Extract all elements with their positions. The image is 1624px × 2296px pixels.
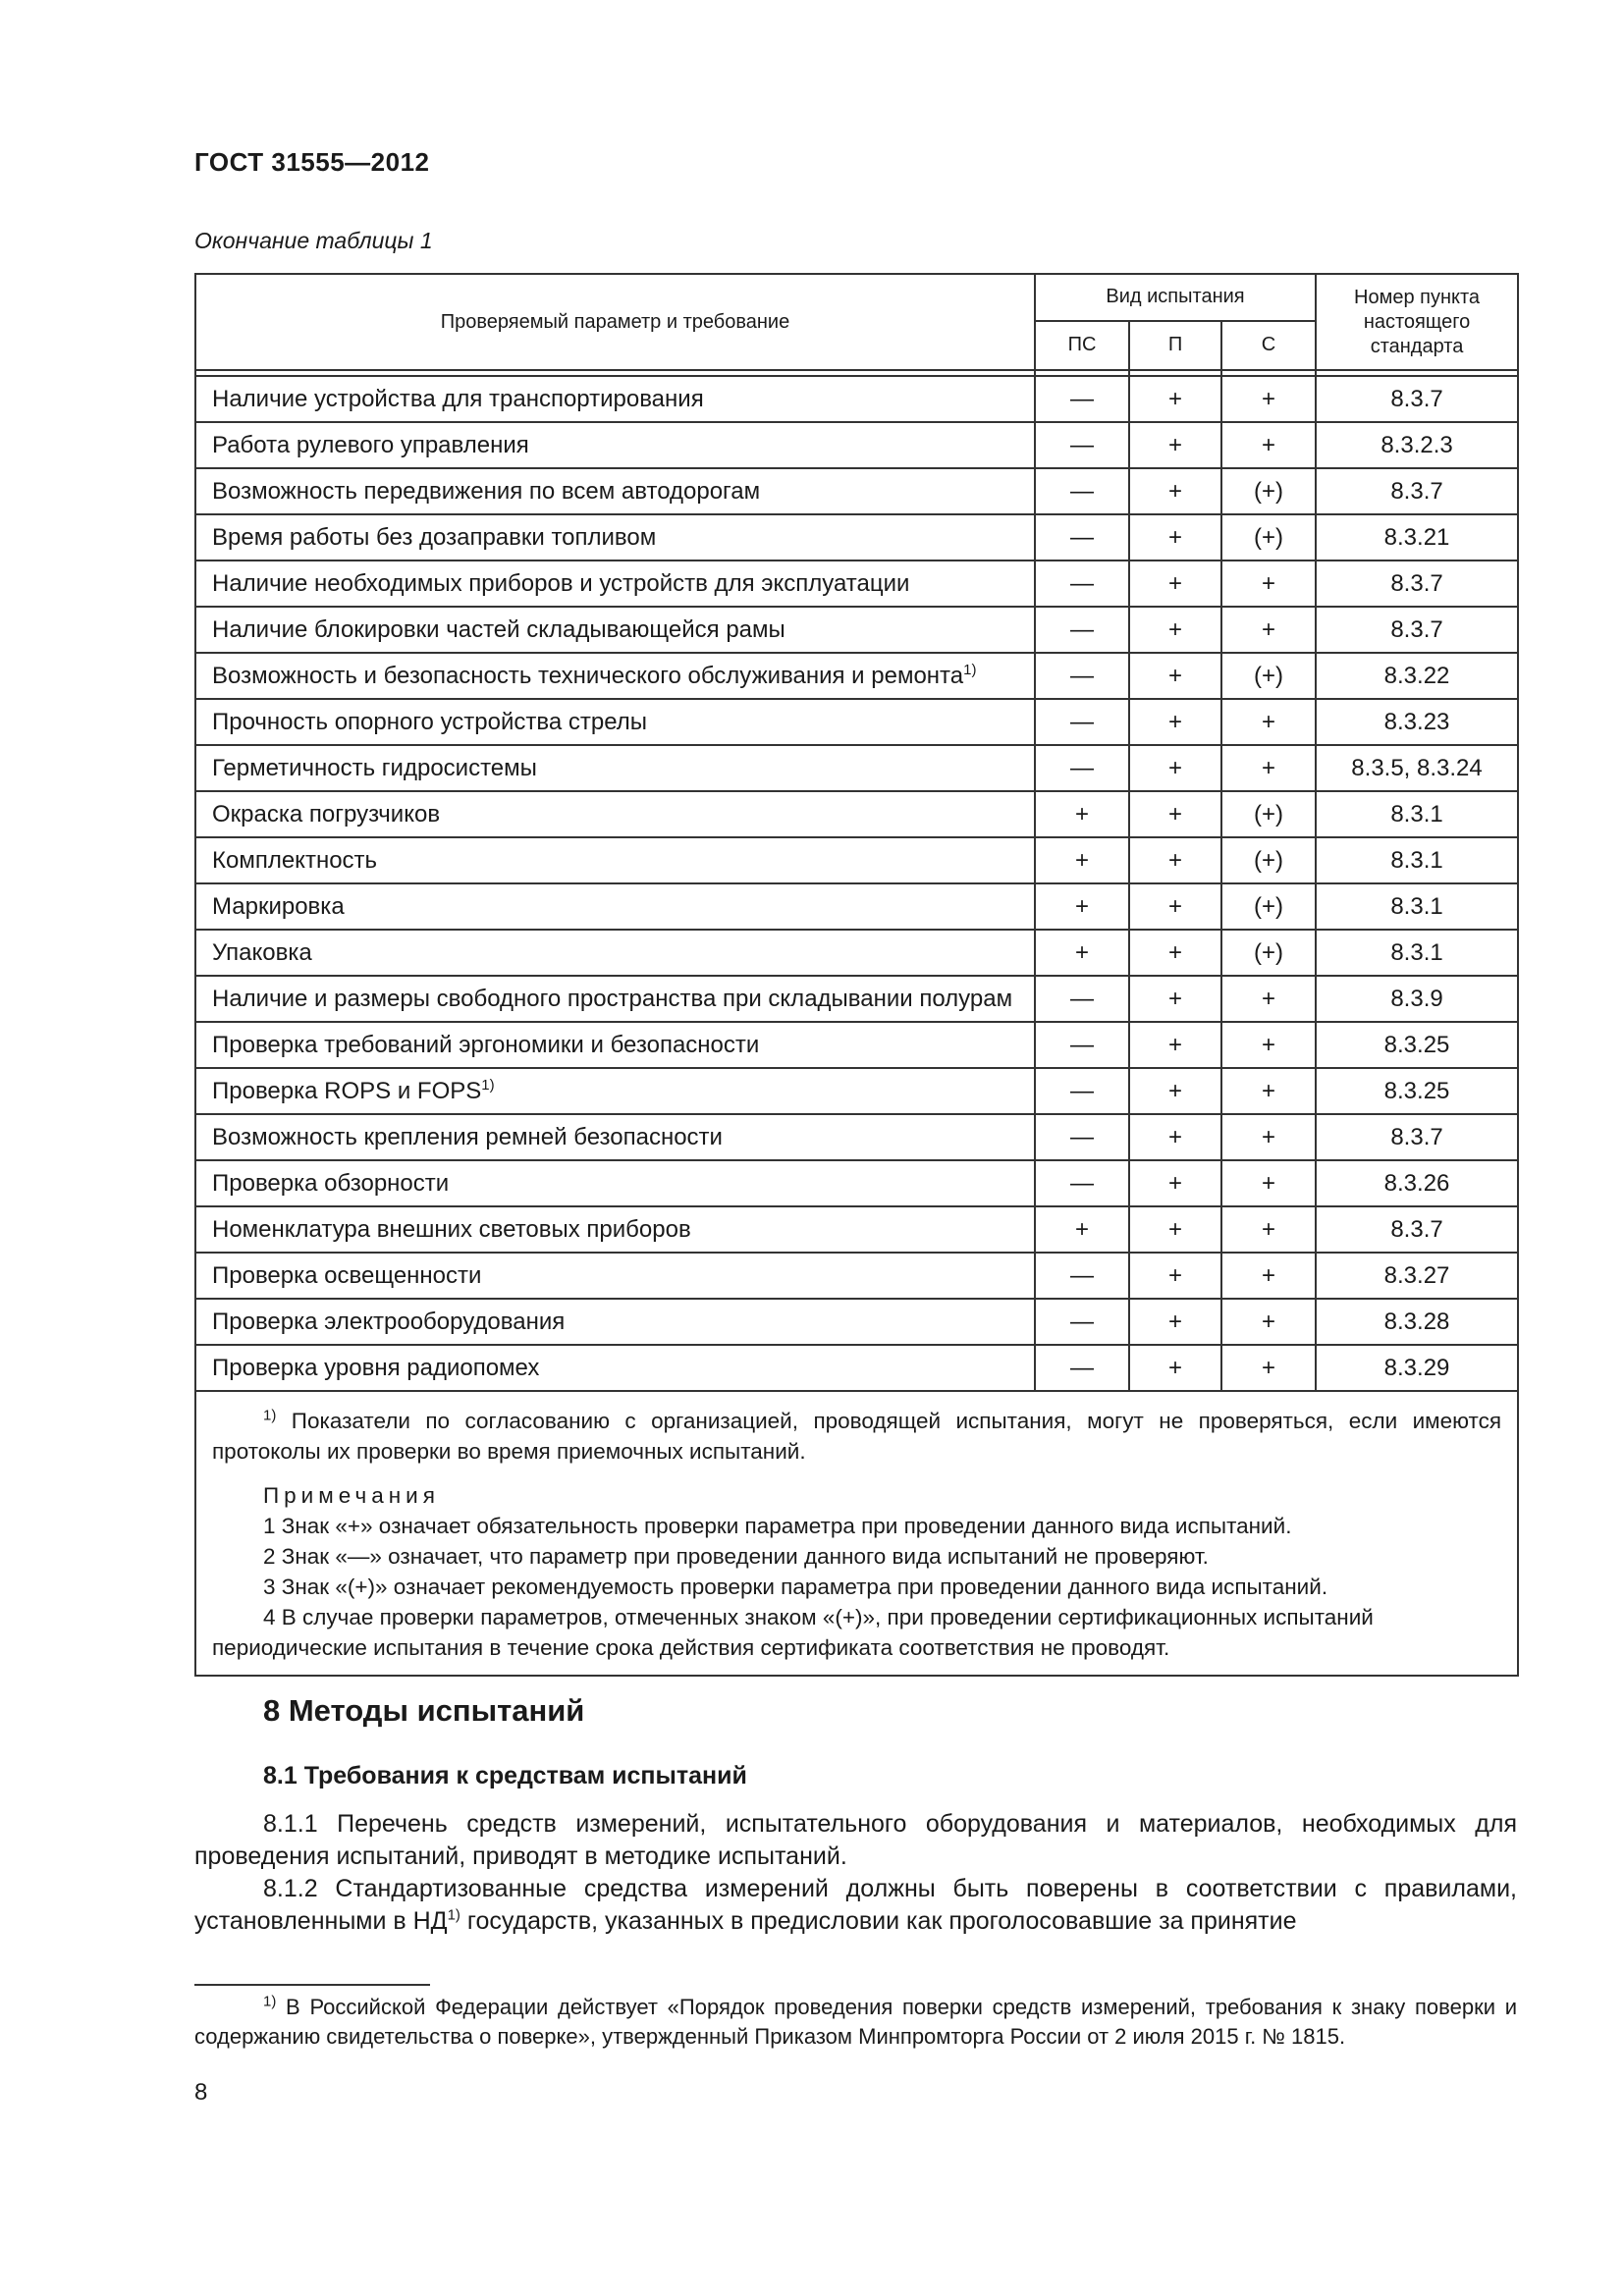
- param-text: Прочность опорного устройства стрелы: [212, 708, 648, 735]
- mark-p-cell: +: [1129, 376, 1221, 422]
- table-row: [195, 1022, 1518, 1068]
- param-cell: [195, 1299, 1035, 1345]
- param-text: Возможность передвижения по всем автодорогам: [212, 477, 761, 505]
- requirements-table: [194, 273, 1519, 1677]
- clause-ref-cell: 8.3.22: [1316, 653, 1518, 699]
- paragraph-8-1-2: [194, 1873, 1517, 1938]
- param-text: Комплектность: [212, 846, 378, 874]
- header-param: Проверяемый параметр и требование: [195, 274, 1035, 370]
- mark-ps-cell: —: [1035, 653, 1129, 699]
- mark-s-cell: +: [1221, 376, 1316, 422]
- param-footnote-mark: 1): [481, 1076, 495, 1094]
- mark-ps-cell: —: [1035, 1160, 1129, 1206]
- note-item: 4 В случае проверки параметров, отмеченных знаком «(+)», при проведении сертификационных испытаний периодические испытания в течение срока действия сертификата соответствия не проводят.: [212, 1605, 1374, 1660]
- clause-ref-cell: 8.3.25: [1316, 1068, 1518, 1114]
- param-cell: [195, 561, 1035, 607]
- param-text: Время работы без дозаправки топливом: [212, 523, 657, 551]
- mark-ps-cell: —: [1035, 376, 1129, 422]
- mark-s-cell: +: [1221, 1022, 1316, 1068]
- note-item: 1 Знак «+» означает обязательность проверки параметра при проведении данного вида испытаний.: [263, 1514, 1292, 1538]
- param-cell: [195, 837, 1035, 883]
- mark-ps-cell: —: [1035, 1068, 1129, 1114]
- table-row: [195, 930, 1518, 976]
- mark-s-cell: +: [1221, 1160, 1316, 1206]
- param-footnote-mark: 1): [963, 661, 977, 678]
- clause-ref-cell: 8.3.1: [1316, 837, 1518, 883]
- mark-p-cell: +: [1129, 699, 1221, 745]
- table-row: [195, 468, 1518, 514]
- mark-p-cell: +: [1129, 837, 1221, 883]
- clause-ref-cell: 8.3.7: [1316, 1114, 1518, 1160]
- mark-ps-cell: +: [1035, 930, 1129, 976]
- mark-p-cell: +: [1129, 468, 1221, 514]
- clause-ref-cell: 8.3.7: [1316, 1206, 1518, 1253]
- table-row: [195, 1160, 1518, 1206]
- mark-ps-cell: +: [1035, 883, 1129, 930]
- mark-ps-cell: —: [1035, 1299, 1129, 1345]
- mark-s-cell: +: [1221, 1253, 1316, 1299]
- table-row: [195, 883, 1518, 930]
- mark-ps-cell: —: [1035, 422, 1129, 468]
- clause-ref-cell: 8.3.7: [1316, 468, 1518, 514]
- table-row: [195, 837, 1518, 883]
- param-cell: [195, 930, 1035, 976]
- mark-ps-cell: —: [1035, 699, 1129, 745]
- param-cell: [195, 1253, 1035, 1299]
- param-cell: [195, 1114, 1035, 1160]
- mark-s-cell: (+): [1221, 653, 1316, 699]
- mark-p-cell: +: [1129, 653, 1221, 699]
- param-text: Проверка уровня радиопомех: [212, 1354, 540, 1381]
- clause-ref-cell: 8.3.7: [1316, 607, 1518, 653]
- param-cell: [195, 422, 1035, 468]
- mark-p-cell: +: [1129, 1253, 1221, 1299]
- clause-ref-cell: 8.3.9: [1316, 976, 1518, 1022]
- mark-ps-cell: —: [1035, 976, 1129, 1022]
- mark-s-cell: +: [1221, 1299, 1316, 1345]
- mark-p-cell: +: [1129, 1206, 1221, 1253]
- mark-p-cell: +: [1129, 1022, 1221, 1068]
- param-text: Наличие необходимых приборов и устройств для эксплуатации: [212, 569, 910, 597]
- mark-s-cell: (+): [1221, 837, 1316, 883]
- clause-ref-cell: 8.3.21: [1316, 514, 1518, 561]
- table-row: [195, 376, 1518, 422]
- mark-ps-cell: +: [1035, 1206, 1129, 1253]
- table-row: [195, 1206, 1518, 1253]
- param-cell: [195, 883, 1035, 930]
- table-row: [195, 699, 1518, 745]
- mark-p-cell: +: [1129, 976, 1221, 1022]
- header-p: П: [1129, 321, 1221, 370]
- doc-header-code: ГОСТ 31555—2012: [194, 147, 430, 177]
- param-cell: [195, 1022, 1035, 1068]
- mark-p-cell: +: [1129, 883, 1221, 930]
- mark-s-cell: +: [1221, 1206, 1316, 1253]
- clause-ref-cell: 8.3.1: [1316, 930, 1518, 976]
- mark-p-cell: +: [1129, 1345, 1221, 1391]
- clause-ref-cell: 8.3.29: [1316, 1345, 1518, 1391]
- header-test-type: Вид испытания: [1035, 274, 1316, 321]
- clause-ref-cell: 8.3.26: [1316, 1160, 1518, 1206]
- clause-ref-cell: 8.3.1: [1316, 883, 1518, 930]
- table-row: [195, 607, 1518, 653]
- param-text: Герметичность гидросистемы: [212, 754, 537, 781]
- mark-ps-cell: —: [1035, 607, 1129, 653]
- param-text: Наличие устройства для транспортирования: [212, 385, 704, 412]
- param-cell: [195, 1345, 1035, 1391]
- param-cell: [195, 1160, 1035, 1206]
- param-text: Наличие блокировки частей складывающейся рамы: [212, 615, 785, 643]
- mark-s-cell: (+): [1221, 930, 1316, 976]
- table-row: [195, 976, 1518, 1022]
- param-text: Проверка требований эргономики и безопасности: [212, 1031, 760, 1058]
- table-row: [195, 422, 1518, 468]
- paragraph-8-1-2-end: государств, указанных в предисловии как проголосовавшие за принятие: [460, 1907, 1297, 1935]
- table-row: [195, 745, 1518, 791]
- header-s: С: [1221, 321, 1316, 370]
- param-text: Проверка обзорности: [212, 1169, 450, 1197]
- paragraph-footnote-mark: 1): [447, 1906, 460, 1924]
- param-cell: [195, 376, 1035, 422]
- param-text: Окраска погрузчиков: [212, 800, 441, 828]
- header-ref-line1: Номер пункта: [1354, 286, 1481, 308]
- table-notes: [195, 1391, 1518, 1676]
- clause-ref-cell: 8.3.28: [1316, 1299, 1518, 1345]
- param-cell: [195, 1206, 1035, 1253]
- table-row: [195, 791, 1518, 837]
- mark-ps-cell: —: [1035, 468, 1129, 514]
- mark-s-cell: +: [1221, 699, 1316, 745]
- param-text: Проверка ROPS и FOPS: [212, 1077, 482, 1104]
- param-text: Работа рулевого управления: [212, 431, 529, 458]
- mark-s-cell: +: [1221, 561, 1316, 607]
- section-title: 8 Методы испытаний: [263, 1693, 585, 1728]
- page-number: 8: [194, 2079, 208, 2106]
- table-row: [195, 1114, 1518, 1160]
- table-row: [195, 561, 1518, 607]
- param-cell: [195, 468, 1035, 514]
- param-text: Проверка электрооборудования: [212, 1308, 566, 1335]
- mark-s-cell: +: [1221, 607, 1316, 653]
- mark-p-cell: +: [1129, 514, 1221, 561]
- param-cell: [195, 745, 1035, 791]
- header-clause-number: [1316, 274, 1518, 370]
- mark-p-cell: +: [1129, 1114, 1221, 1160]
- param-text: Возможность крепления ремней безопасности: [212, 1123, 723, 1150]
- clause-ref-cell: 8.3.5, 8.3.24: [1316, 745, 1518, 791]
- mark-ps-cell: +: [1035, 791, 1129, 837]
- param-text: Номенклатура внешних световых приборов: [212, 1215, 691, 1243]
- clause-ref-cell: 8.3.27: [1316, 1253, 1518, 1299]
- table-row: [195, 1345, 1518, 1391]
- param-cell: [195, 791, 1035, 837]
- mark-ps-cell: —: [1035, 1022, 1129, 1068]
- table-footnote-mark: 1): [263, 1407, 277, 1424]
- mark-ps-cell: —: [1035, 1253, 1129, 1299]
- param-cell: [195, 699, 1035, 745]
- mark-ps-cell: —: [1035, 561, 1129, 607]
- mark-ps-cell: —: [1035, 1345, 1129, 1391]
- subsection-title: 8.1 Требования к средствам испытаний: [263, 1762, 747, 1789]
- header-ref-line3: стандарта: [1370, 335, 1464, 357]
- paragraph-8-1-1: 8.1.1 Перечень средств измерений, испытательного оборудования и материалов, необходимых для проведения испытаний, приводят в методике испытаний.: [194, 1810, 1517, 1870]
- mark-s-cell: +: [1221, 1345, 1316, 1391]
- clause-ref-cell: 8.3.7: [1316, 376, 1518, 422]
- table-body: [195, 370, 1518, 1391]
- mark-s-cell: (+): [1221, 883, 1316, 930]
- header-ps: ПС: [1035, 321, 1129, 370]
- param-cell: [195, 653, 1035, 699]
- mark-p-cell: +: [1129, 561, 1221, 607]
- param-cell: [195, 514, 1035, 561]
- param-text: Возможность и безопасность технического обслуживания и ремонта: [212, 662, 964, 689]
- page-footnote-mark: 1): [263, 1993, 277, 2010]
- page-footnote: [194, 1993, 1517, 2052]
- mark-s-cell: (+): [1221, 468, 1316, 514]
- clause-ref-cell: 8.3.25: [1316, 1022, 1518, 1068]
- param-text: Проверка освещенности: [212, 1261, 482, 1289]
- mark-s-cell: +: [1221, 422, 1316, 468]
- mark-p-cell: +: [1129, 745, 1221, 791]
- mark-p-cell: +: [1129, 1160, 1221, 1206]
- mark-ps-cell: —: [1035, 745, 1129, 791]
- mark-p-cell: +: [1129, 1299, 1221, 1345]
- mark-s-cell: +: [1221, 976, 1316, 1022]
- mark-p-cell: +: [1129, 607, 1221, 653]
- clause-ref-cell: 8.3.2.3: [1316, 422, 1518, 468]
- table-row: [195, 653, 1518, 699]
- paragraph-8-1-2-start: 8.1.2 Стандартизованные средства измерений должны быть поверены в соответствии с правилами, установленными в НД: [194, 1875, 1517, 1935]
- mark-s-cell: +: [1221, 1068, 1316, 1114]
- param-cell: [195, 1068, 1035, 1114]
- param-cell: [195, 607, 1035, 653]
- param-text: Маркировка: [212, 892, 345, 920]
- mark-p-cell: +: [1129, 422, 1221, 468]
- mark-s-cell: +: [1221, 1114, 1316, 1160]
- mark-ps-cell: —: [1035, 514, 1129, 561]
- param-text: Упаковка: [212, 938, 312, 966]
- table-row: [195, 514, 1518, 561]
- section-body: [194, 1808, 1517, 1938]
- note-item: 2 Знак «—» означает, что параметр при проведении данного вида испытаний не проверяют.: [263, 1544, 1209, 1569]
- table-row: [195, 1299, 1518, 1345]
- table-row: [195, 1253, 1518, 1299]
- mark-p-cell: +: [1129, 1068, 1221, 1114]
- mark-s-cell: (+): [1221, 514, 1316, 561]
- clause-ref-cell: 8.3.23: [1316, 699, 1518, 745]
- mark-ps-cell: +: [1035, 837, 1129, 883]
- mark-s-cell: +: [1221, 745, 1316, 791]
- note-item: 3 Знак «(+)» означает рекомендуемость проверки параметра при проведении данного вида испытаний.: [263, 1575, 1328, 1599]
- footnote-divider: [194, 1984, 430, 1986]
- table-footnote: [212, 1406, 1501, 1467]
- mark-p-cell: +: [1129, 930, 1221, 976]
- param-text: Наличие и размеры свободного пространства при складывании полурам: [212, 985, 1013, 1012]
- table-caption: Окончание таблицы 1: [194, 228, 433, 253]
- mark-ps-cell: —: [1035, 1114, 1129, 1160]
- page-footnote-text: В Российской Федерации действует «Порядок проведения поверки средств измерений, требования к знаку поверки и содержанию свидетельства о поверке», утвержденный Приказом Минпромторга России от 2 июля 2015 г. № 1815.: [194, 1995, 1517, 2049]
- table-row: [195, 1068, 1518, 1114]
- clause-ref-cell: 8.3.1: [1316, 791, 1518, 837]
- mark-s-cell: (+): [1221, 791, 1316, 837]
- header-ref-line2: настоящего: [1363, 310, 1471, 333]
- table-footnote-text: Показатели по согласованию с организацией, проводящей испытания, могут не проверяться, если имеются протоколы их проверки во время приемочных испытаний.: [212, 1409, 1502, 1464]
- notes-title: Примечания: [263, 1483, 440, 1508]
- param-cell: [195, 976, 1035, 1022]
- mark-p-cell: +: [1129, 791, 1221, 837]
- clause-ref-cell: 8.3.7: [1316, 561, 1518, 607]
